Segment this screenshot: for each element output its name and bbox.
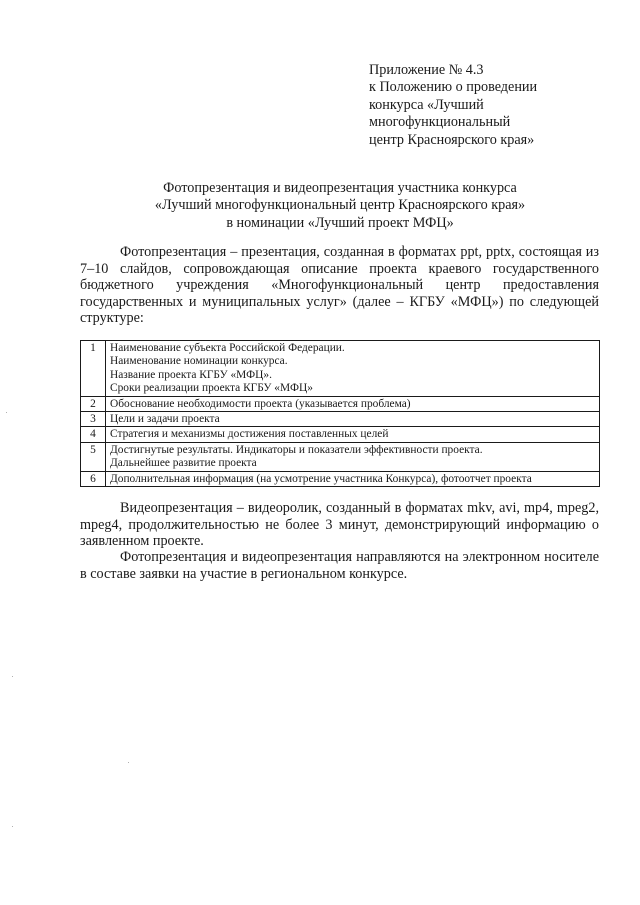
appendix-line: к Положению о проведении xyxy=(369,79,538,96)
appendix-line: Приложение № 4.3 xyxy=(369,62,484,78)
row-line: Стратегия и механизмы достижения поставленных целей xyxy=(110,428,389,441)
row-number: 3 xyxy=(81,412,106,427)
appendix-note xyxy=(369,62,609,149)
row-number: 5 xyxy=(81,442,106,471)
structure-table xyxy=(80,340,600,487)
table-row xyxy=(81,341,600,397)
row-line: Цели и задачи проекта xyxy=(110,413,220,426)
table-row xyxy=(81,427,600,442)
scan-speck xyxy=(6,412,7,413)
row-line: Сроки реализации проекта КГБУ «МФЦ» xyxy=(110,382,313,395)
document-title xyxy=(80,180,600,232)
table-row xyxy=(81,396,600,411)
row-content xyxy=(106,427,600,442)
row-number: 2 xyxy=(81,396,106,411)
row-content xyxy=(106,471,600,486)
row-line: Дальнейшее развитие проекта xyxy=(110,457,257,470)
title-line: Фотопрезентация и видеопрезентация участника конкурса xyxy=(163,180,517,196)
title-line: в номинации «Лучший проект МФЦ» xyxy=(226,214,454,231)
table-row xyxy=(81,471,600,486)
scan-speck xyxy=(12,826,13,827)
row-content xyxy=(106,396,600,411)
title-line: «Лучший многофункциональный центр Красноярского края» xyxy=(154,197,526,214)
row-line: Обоснование необходимости проекта (указывается проблема) xyxy=(110,397,411,410)
appendix-line: конкурса «Лучший xyxy=(369,96,484,113)
row-number: 4 xyxy=(81,427,106,442)
appendix-line: центр Красноярского края» xyxy=(369,131,535,148)
table-row xyxy=(81,412,600,427)
scan-speck xyxy=(12,676,13,677)
appendix-line: многофункциональный xyxy=(369,114,511,131)
row-line: Название проекта КГБУ «МФЦ». xyxy=(110,368,272,381)
row-line: Достигнутые результаты. Индикаторы и показатели эффективности проекта. xyxy=(110,443,483,456)
video-presentation-paragraph: Видеопрезентация – видеоролик, созданный в форматах mkv, avi, mp4, mpeg2, mpeg4, продолжительностью не более 3 минут, демонстрирующий информацию о заявленном проекте. xyxy=(80,500,599,550)
table-row xyxy=(81,442,600,471)
row-line: Наименование номинации конкурса. xyxy=(110,355,288,368)
row-content xyxy=(106,442,600,471)
row-number: 1 xyxy=(81,341,106,397)
row-number: 6 xyxy=(81,471,106,486)
row-line: Дополнительная информация (на усмотрение участника Конкурса), фотоотчет проекта xyxy=(110,472,532,485)
row-content xyxy=(106,412,600,427)
photo-presentation-paragraph: Фотопрезентация – презентация, созданная в форматах ppt, pptx, состоящая из 7–10 слайдов, сопровождающая описание проекта краевого государственного бюджетного учреждения «Многофункциональный центр предоставления государственных и муниципальных услуг» (далее – КГБУ «МФЦ») по следующей структуре: xyxy=(80,244,599,327)
row-line: Наименование субъекта Российской Федерации. xyxy=(110,342,345,354)
scan-speck xyxy=(128,762,129,763)
row-content xyxy=(106,341,600,397)
submission-paragraph: Фотопрезентация и видеопрезентация направляются на электронном носителе в составе заявки на участие в региональном конкурсе. xyxy=(80,549,599,582)
